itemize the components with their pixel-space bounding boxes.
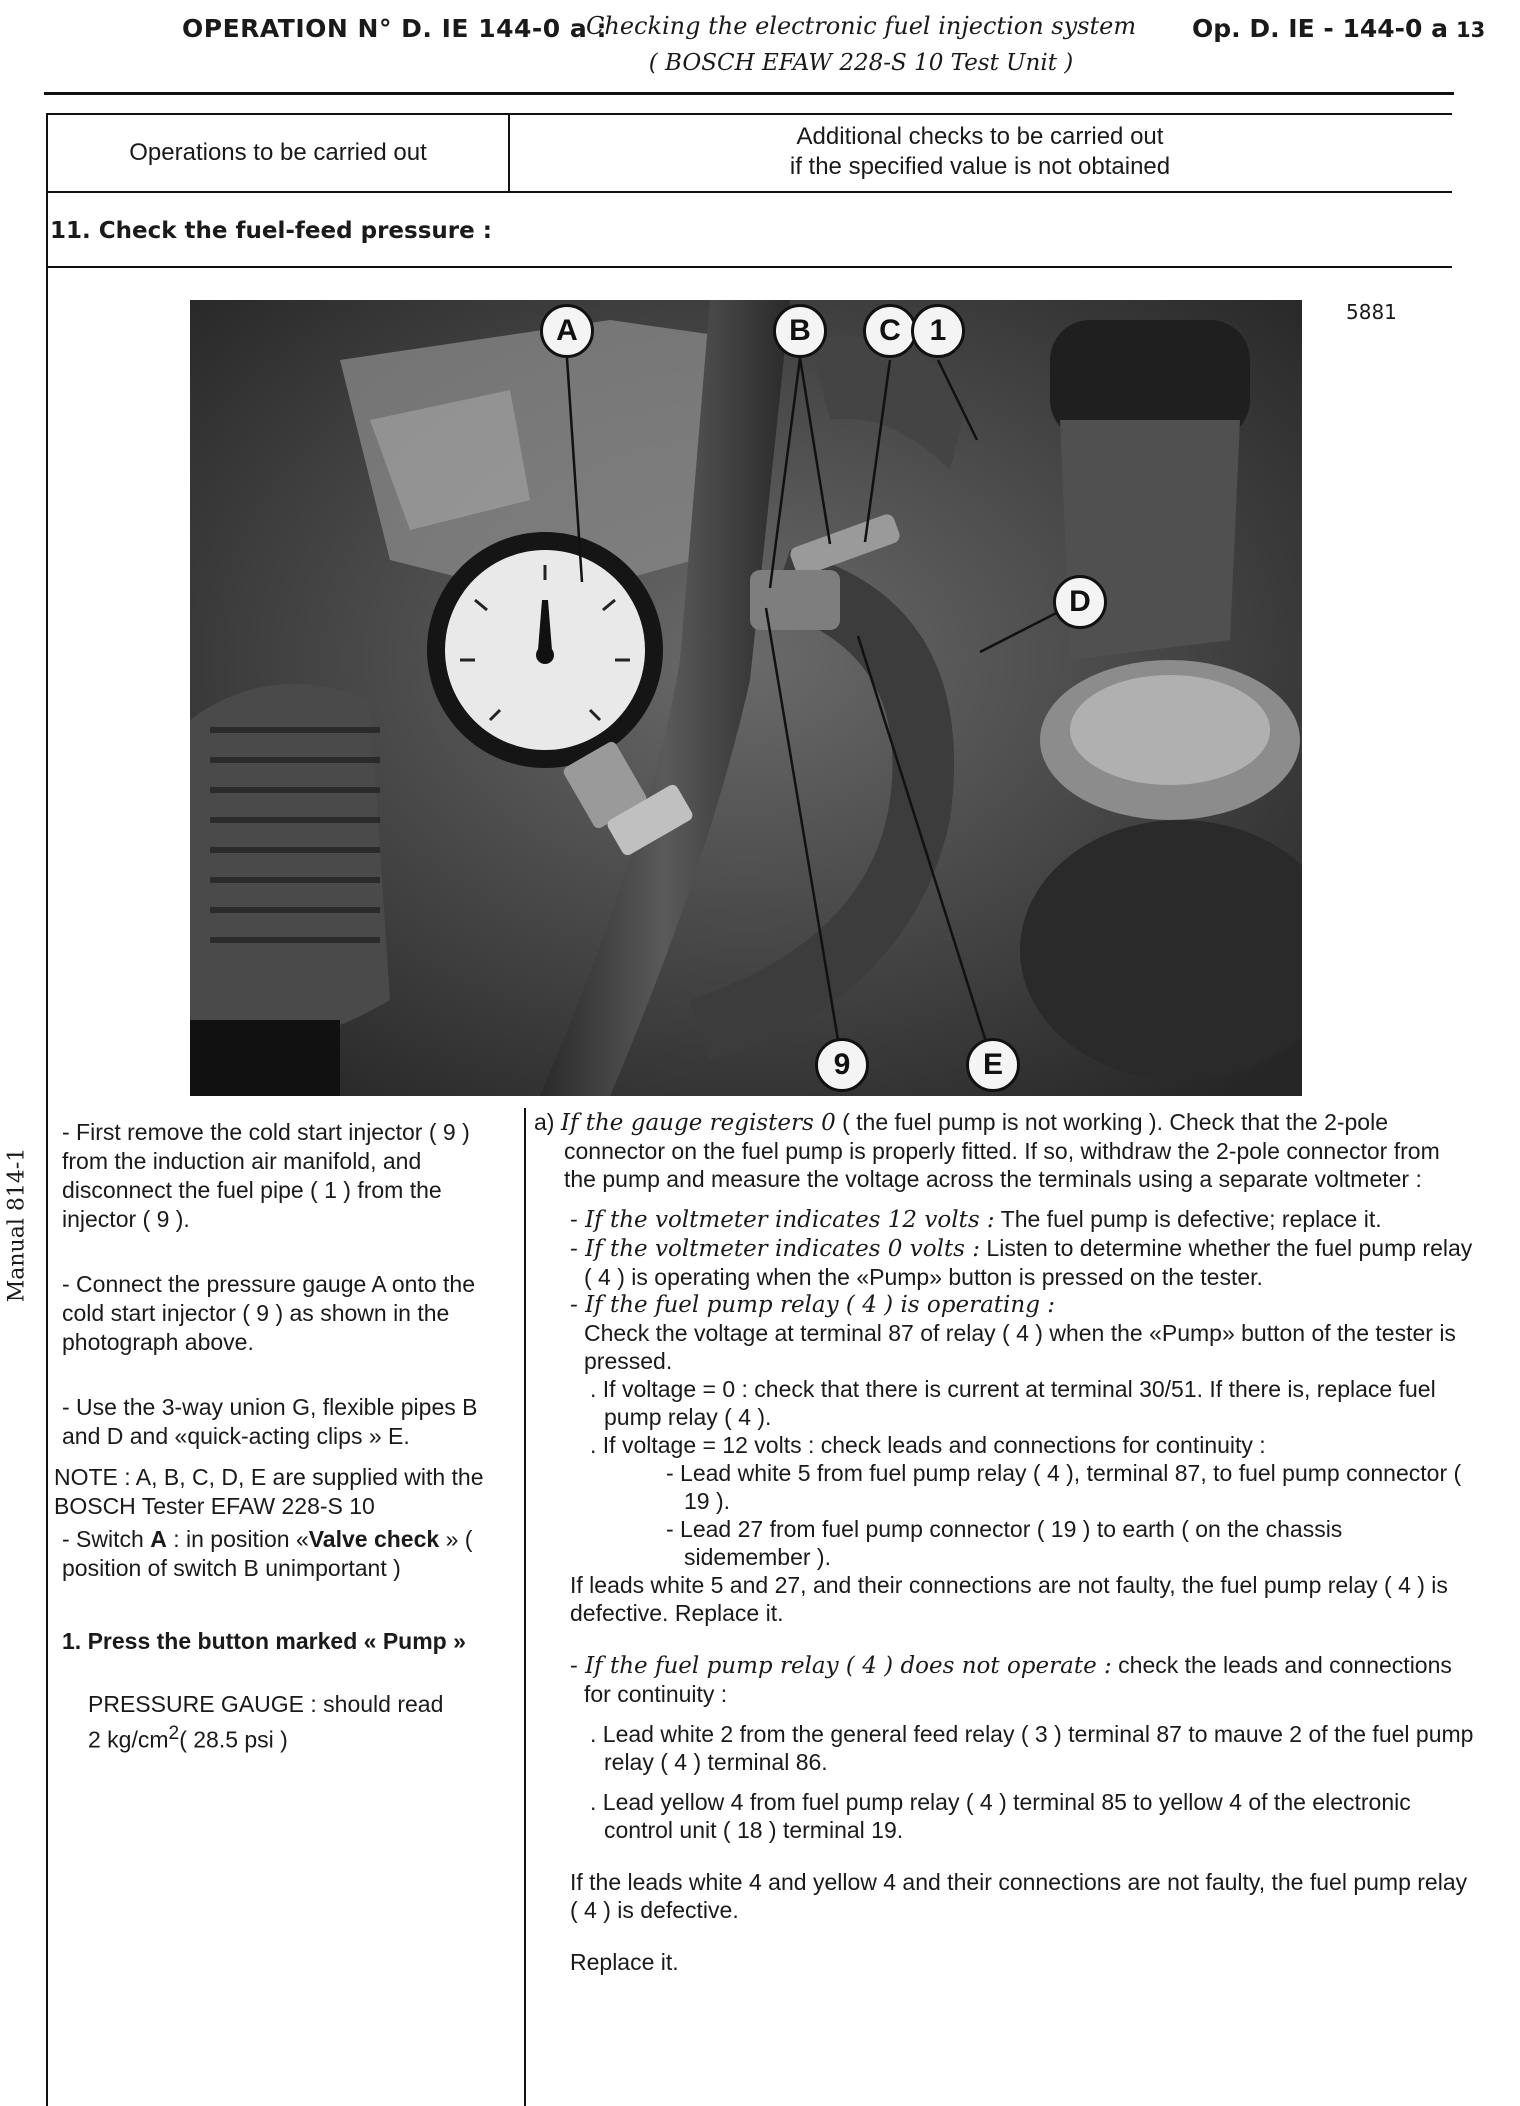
callout-D bbox=[1053, 575, 1107, 629]
conclusion-leads-ok: If the leads white 4 and yellow 4 and their connections are not faulty, the fuel pump relay ( 4 ) is defective. bbox=[570, 1869, 1468, 1923]
document-title: Checking the electronic fuel injection system bbox=[586, 12, 1137, 40]
lead-white-5: - Lead white 5 from fuel pump relay ( 4 ), terminal 87, to fuel pump connector ( 19 ). bbox=[666, 1460, 1462, 1514]
document-subtitle: ( BOSCH EFAW 228-S 10 Test Unit ) bbox=[648, 50, 1074, 76]
operations-column bbox=[54, 1118, 512, 1755]
instruction-switch bbox=[62, 1525, 512, 1583]
callout-B bbox=[773, 304, 827, 358]
conclusion-relay-defective: If leads white 5 and 27, and their connections are not faulty, the fuel pump relay ( 4 ) is defective. Replace it. bbox=[570, 1572, 1448, 1626]
step-title: 11. Check the fuel-feed pressure : bbox=[50, 218, 492, 244]
lead-yellow-4: . Lead yellow 4 from fuel pump relay ( 4 ) terminal 85 to yellow 4 of the electronic control unit ( 18 ) terminal 19. bbox=[590, 1789, 1411, 1843]
voltage-12-check: . If voltage = 12 volts : check leads and connections for continuity : bbox=[590, 1432, 1266, 1458]
switch-prefix: - Switch bbox=[62, 1526, 151, 1552]
instruction-union: - Use the 3-way union G, flexible pipes B and D and «quick-acting clips » E. bbox=[62, 1394, 478, 1449]
operation-number: OPERATION N° D. IE 144-0 a : bbox=[182, 14, 607, 43]
check-a-prefix: a) bbox=[534, 1109, 561, 1135]
gauge-label: PRESSURE GAUGE : should read bbox=[88, 1691, 444, 1717]
right-column-header bbox=[510, 122, 1450, 182]
switch-valve-check: Valve check bbox=[308, 1526, 440, 1552]
engine-photo-illustration bbox=[190, 300, 1302, 1096]
column-divider-bottom bbox=[524, 1108, 526, 2106]
gauge-value: 2 kg/cm bbox=[88, 1726, 169, 1753]
engine-photo bbox=[190, 300, 1302, 1096]
column-header-bottom-rule bbox=[46, 191, 1452, 193]
right-column-header-line2: if the specified value is not obtained bbox=[789, 153, 1171, 180]
header-rule bbox=[44, 92, 1454, 95]
switch-mid: : in position « bbox=[166, 1526, 309, 1552]
callout-9-label: 9 bbox=[833, 1048, 851, 1081]
relay-not-operating-text: check the leads and connections for continuity : bbox=[584, 1652, 1452, 1707]
callout-E-label: E bbox=[982, 1048, 1003, 1081]
check-12-volts-text: The fuel pump is defective; replace it. bbox=[994, 1206, 1382, 1232]
gauge-reading bbox=[88, 1719, 512, 1755]
supplied-note: NOTE : A, B, C, D, E are supplied with the BOSCH Tester EFAW 228-S 10 bbox=[54, 1464, 484, 1519]
switch-suffix: » ( position of switch B unimportant ) bbox=[62, 1526, 473, 1581]
check-0-volts-text: Listen to determine whether the fuel pump relay ( 4 ) is operating when the «Pump» button is pressed on the tester. bbox=[584, 1235, 1473, 1290]
manual-reference: Manual 814-1 bbox=[4, 1147, 30, 1303]
operation-reference: Op. D. IE - 144-0 a bbox=[1192, 14, 1448, 43]
left-column-header bbox=[48, 138, 508, 168]
check-12-volts bbox=[534, 1205, 1474, 1234]
gauge-exponent: 2 bbox=[168, 1723, 180, 1744]
callout-1 bbox=[911, 304, 965, 358]
callout-C bbox=[863, 304, 917, 358]
check-0-volts-condition: - If the voltmeter indicates 0 volts : bbox=[570, 1236, 981, 1262]
left-column-header-text: Operations to be carried out bbox=[129, 139, 427, 166]
callout-E bbox=[966, 1038, 1020, 1092]
relay-operating-condition: - If the fuel pump relay ( 4 ) is operating : bbox=[570, 1292, 1055, 1318]
additional-checks-column bbox=[534, 1108, 1474, 1976]
relay-not-operating bbox=[534, 1651, 1474, 1708]
instruction-remove-injector: - First remove the cold start injector ( 9 ) from the induction air manifold, and disconnect the fuel pipe ( 1 ) from the injector ( 9 ). bbox=[62, 1119, 470, 1232]
press-pump-step: 1. Press the button marked « Pump » bbox=[62, 1628, 466, 1654]
callout-B-label: B bbox=[789, 314, 811, 347]
instruction-connect-gauge: - Connect the pressure gauge A onto the cold start injector ( 9 ) as shown in the photograph above. bbox=[62, 1271, 476, 1355]
switch-a: A bbox=[150, 1526, 167, 1552]
voltage-zero-check: . If voltage = 0 : check that there is current at terminal 30/51. If there is, replace fuel pump relay ( 4 ). bbox=[590, 1376, 1436, 1430]
relay-operating-text: Check the voltage at terminal 87 of relay ( 4 ) when the «Pump» button of the tester is pressed. bbox=[584, 1320, 1456, 1374]
table-left-border bbox=[46, 113, 48, 2106]
callout-A-label: A bbox=[556, 314, 578, 347]
replace-it: Replace it. bbox=[570, 1949, 679, 1975]
photo-number: 5881 bbox=[1346, 300, 1397, 324]
check-a-condition: If the gauge registers 0 bbox=[560, 1110, 836, 1136]
check-a-text: ( the fuel pump is not working ). Check that the 2-pole connector on the fuel pump is properly fitted. If so, withdraw the 2-pole connector from the pump and measure the voltage across the terminals using a separate voltmeter : bbox=[564, 1109, 1440, 1192]
relay-not-operating-condition: - If the fuel pump relay ( 4 ) does not operate : bbox=[570, 1653, 1112, 1679]
right-column-header-line1: Additional checks to be carried out bbox=[796, 123, 1164, 150]
page-number: 13 bbox=[1456, 18, 1486, 42]
gauge-psi: ( 28.5 psi ) bbox=[179, 1726, 288, 1753]
callout-9 bbox=[815, 1038, 869, 1092]
check-12-volts-condition: - If the voltmeter indicates 12 volts : bbox=[570, 1207, 995, 1233]
lead-27: - Lead 27 from fuel pump connector ( 19 ) to earth ( on the chassis sidemember ). bbox=[666, 1516, 1343, 1570]
check-a bbox=[534, 1108, 1474, 1193]
callout-1-label: 1 bbox=[929, 314, 947, 347]
step-rule bbox=[46, 266, 1452, 268]
lead-white-2: . Lead white 2 from the general feed relay ( 3 ) terminal 87 to mauve 2 of the fuel pump relay ( 4 ) terminal 86. bbox=[590, 1721, 1474, 1775]
callout-A bbox=[540, 304, 594, 358]
table-top-rule bbox=[46, 113, 1452, 115]
callout-D-label: D bbox=[1069, 585, 1091, 618]
callout-C-label: C bbox=[879, 314, 901, 347]
side-label bbox=[0, 1110, 34, 1340]
check-0-volts bbox=[534, 1234, 1474, 1291]
